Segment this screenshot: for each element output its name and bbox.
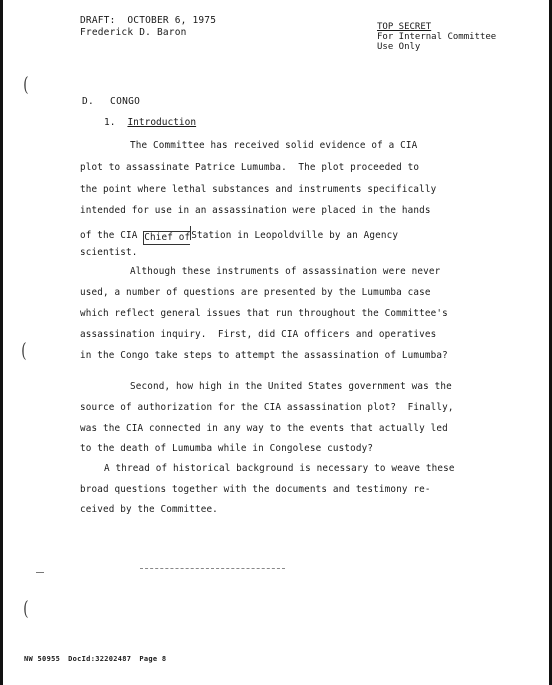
left-page-edge xyxy=(0,0,3,685)
p1-line-5 xyxy=(80,226,398,245)
p3-line-4: to the death of Lumumba while in Congolese custody? xyxy=(80,443,374,454)
draft-author: Frederick D. Baron xyxy=(80,27,187,38)
margin-paren-bottom: ( xyxy=(23,596,29,620)
p2-line-1: Although these instruments of assassination were never xyxy=(130,266,441,277)
margin-paren-middle: ( xyxy=(21,338,27,362)
p2-line-3: which reflect general issues that run throughout the Committee's xyxy=(80,308,448,319)
margin-paren-top: ( xyxy=(23,72,29,96)
section-title: CONGO xyxy=(110,96,141,107)
p1-line-1: The Committee has received solid evidence of a CIA xyxy=(130,140,418,151)
section-heading xyxy=(82,96,140,107)
distribution-line-2: Use Only xyxy=(377,42,421,52)
draft-date: DRAFT: OCTOBER 6, 1975 xyxy=(80,15,217,26)
p1-line-4: intended for use in an assassination were placed in the hands xyxy=(80,205,431,216)
p1-line-5-prefix: of the CIA xyxy=(80,230,144,241)
footnote-rule xyxy=(140,568,285,569)
p3-line-3: was the CIA connected in any way to the events that actually led xyxy=(80,423,448,434)
classification-label: TOP SECRET xyxy=(377,22,432,32)
p4-line-1: A thread of historical background is necessary to weave these xyxy=(104,463,455,474)
footer-docid: DocId:32202487 xyxy=(68,655,132,663)
draft-header xyxy=(80,15,216,39)
p3-line-1: Second, how high in the United States government was the xyxy=(130,381,452,392)
p3-line-2: source of authorization for the CIA assassination plot? Finally, xyxy=(80,402,454,413)
p1-line-3: the point where lethal substances and instruments specifically xyxy=(80,184,437,195)
p1-line-2: plot to assassinate Patrice Lumumba. The plot proceeded to xyxy=(80,162,420,173)
p4-line-2: broad questions together with the documents and testimony re- xyxy=(80,484,431,495)
archive-footer xyxy=(24,655,174,663)
section-letter: D. xyxy=(82,96,95,107)
bracketed-title: Chief of xyxy=(144,232,191,243)
subsection-heading xyxy=(104,117,196,128)
footer-nw-number: NW 50955 xyxy=(24,655,61,663)
p2-line-2: used, a number of questions are presented by the Lumumba case xyxy=(80,287,431,298)
p1-line-6: scientist. xyxy=(80,247,138,258)
footer-page: Page 8 xyxy=(139,655,167,663)
distribution-line-1: For Internal Committee xyxy=(377,32,497,42)
p1-line-5-suffix: Station in Leopoldville by an Agency xyxy=(191,230,399,241)
margin-tick xyxy=(36,572,44,573)
subsection-title: Introduction xyxy=(127,117,197,128)
subsection-number: 1. xyxy=(104,117,116,128)
p2-line-5: in the Congo take steps to attempt the assassination of Lumumba? xyxy=(80,350,448,361)
p2-line-4: assassination inquiry. First, did CIA officers and operatives xyxy=(80,329,437,340)
bracketed-redaction-mark xyxy=(143,231,190,245)
p4-line-3: ceived by the Committee. xyxy=(80,504,218,515)
classification-block xyxy=(377,22,496,52)
